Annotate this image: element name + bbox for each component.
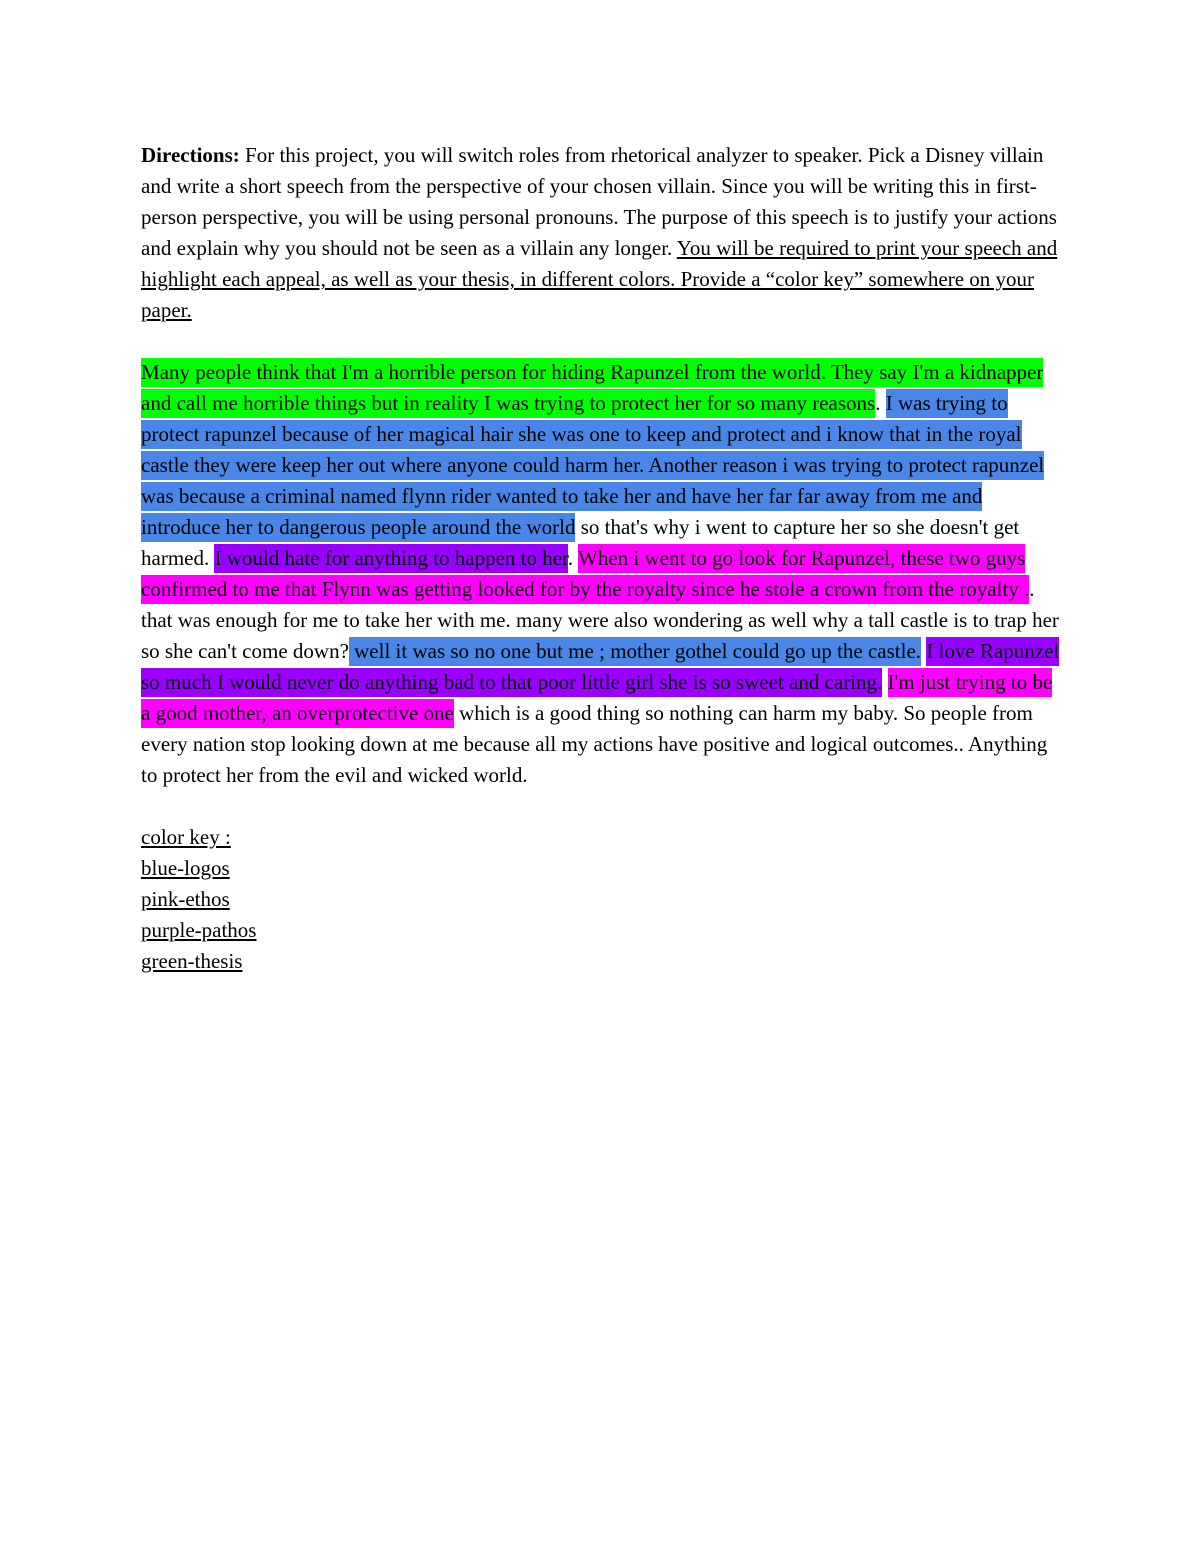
directions-text: For this project, you will switch roles from rhetorical analyzer to speaker. Pick a Disney villain and write a short speech from the perspective of your chosen villain. Since you will be writing this in first-person perspective, you will be using personal pronouns. The purpose of this speech is to justify your actions and explain why you should not be seen as a villain any longer. (141, 143, 1057, 260)
speech-text: which is a good thing so nothing can harm my baby. So people from every nation stop looking down at me because all my actions have positive and logical outcomes.. Anything to protect her from the evil and wicked world. (141, 701, 1048, 787)
paragraph-gap (141, 791, 1066, 822)
logos-highlight: I was trying to protect rapunzel because of her magical hair she was one to keep and protect and i know that in the royal castle they were keep her out where anyone could harm her. Another reason i was trying to protect rapunzel was because a criminal named flynn rider wanted to take her and have her far far away from me and introduce her to dangerous people around the world (141, 389, 1044, 542)
paragraph-gap (141, 326, 1066, 357)
directions-paragraph (141, 140, 1066, 326)
color-key-item-ethos: pink-ethos (141, 887, 230, 911)
document-page (141, 140, 1066, 977)
logos-highlight: well it was so no one but me ; mother gothel could go up the castle. (349, 637, 921, 666)
color-key-title: color key : (141, 825, 231, 849)
speech-paragraph (141, 357, 1066, 791)
ethos-highlight: I'm just trying to be a good mother, an overprotective one (141, 668, 1052, 728)
speech-text: . (875, 391, 886, 415)
speech-text: . (567, 546, 579, 570)
ethos-highlight: When i went to go look for Rapunzel, these two guys confirmed to me that Flynn was getting looked for by the royalty since he stole a crown from the royalty . (141, 544, 1029, 604)
pathos-highlight: I would hate for anything to happen to her (214, 544, 567, 573)
speech-text: . that was enough for me to take her with me. many were also wondering as well why a tall castle is to trap her so she can't come down? (141, 577, 1059, 663)
thesis-highlight: Many people think that I'm a horrible person for hiding Rapunzel from the world. They say I'm a kidnapper and call me horrible things but in reality I was trying to protect her for so many reasons (141, 358, 1043, 418)
speech-text (882, 670, 887, 694)
color-key-item-pathos: purple-pathos (141, 918, 257, 942)
directions-label: Directions: (141, 143, 240, 167)
color-key-item-logos: blue-logos (141, 856, 230, 880)
directions-requirement: You will be required to print your speech and highlight each appeal, as well as your thesis, in different colors. Provide a “color key” somewhere on your paper. (141, 236, 1058, 322)
speech-text: so that's why i went to capture her so she doesn't get harmed. (141, 515, 1020, 570)
pathos-highlight: I love Rapunzel so much I would never do anything bad to that poor little girl she is so sweet and caring. (141, 637, 1059, 697)
color-key (141, 822, 1066, 977)
color-key-item-thesis: green-thesis (141, 949, 243, 973)
